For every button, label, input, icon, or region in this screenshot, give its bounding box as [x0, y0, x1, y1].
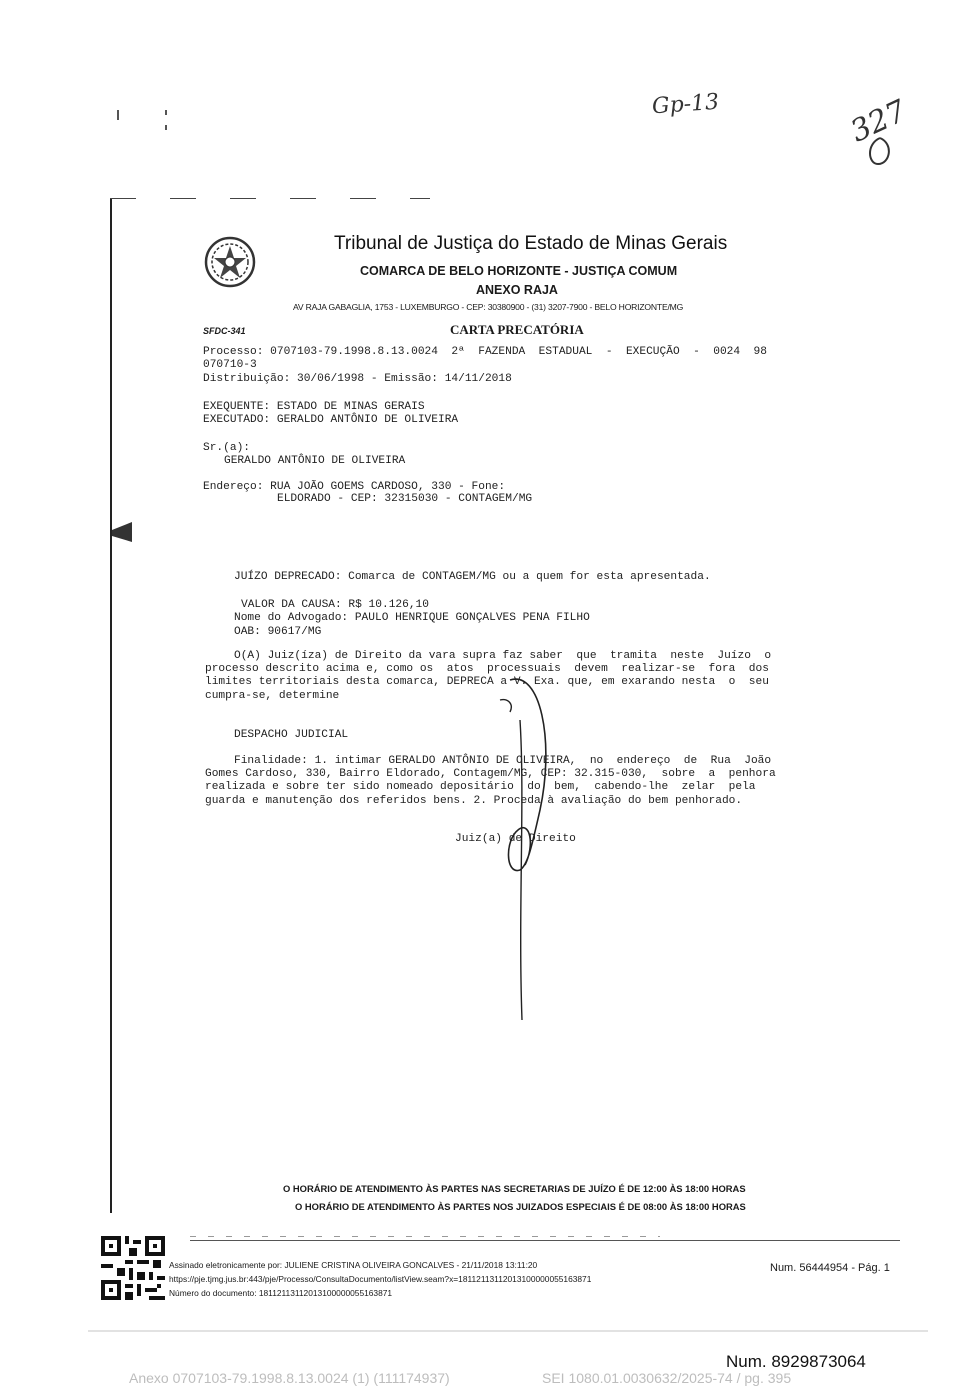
stamp-annex-reference: Anexo 0707103-79.1998.8.13.0024 (1) (111174937) — [129, 1370, 450, 1386]
lawyer-oab: OAB: 90617/MG — [234, 626, 322, 638]
recipient-address-cont: ELDORADO - CEP: 32315030 - CONTAGEM/MG — [277, 493, 533, 505]
document-title: CARTA PRECATÓRIA — [450, 322, 584, 337]
executado: EXECUTADO: GERALDO ANTÔNIO DE OLIVEIRA — [203, 414, 459, 426]
form-code: SFDC-341 — [203, 326, 246, 336]
judge-signature-line: Juiz(a) de Direito — [455, 833, 576, 845]
salutation: Sr.(a): — [203, 442, 250, 454]
handwritten-code: Gp-13 — [651, 89, 720, 120]
top-border-line — [110, 198, 430, 199]
process-number-cont: 070710-3 — [203, 359, 257, 371]
despacho-title: DESPACHO JUDICIAL — [234, 729, 349, 741]
recipient-name: GERALDO ANTÔNIO DE OLIVEIRA — [224, 455, 406, 467]
despacho-line: Finalidade: 1. intimar GERALDO ANTÔNIO DE OLIVEIRA, no endereço de Rua João — [234, 755, 772, 767]
comarca-name: COMARCA DE BELO HORIZONTE - JUSTIÇA COMUM — [360, 264, 678, 278]
num-page: Num. 56444954 - Pág. 1 — [770, 1262, 890, 1274]
case-value: VALOR DA CAUSA: R$ 10.126,10 — [241, 599, 429, 611]
margin-mark — [165, 125, 167, 130]
stamp-number: Num. 8929873064 — [726, 1352, 866, 1371]
deprecated-court: JUÍZO DEPRECADO: Comarca de CONTAGEM/MG ou a quem for esta apresentada. — [234, 571, 711, 583]
office-hours-secretarias: O HORÁRIO DE ATENDIMENTO ÀS PARTES NAS SECRETARIAS DE JUÍZO É DE 12:00 ÀS 18:00 HORAS — [283, 1183, 746, 1194]
margin-mark — [165, 110, 167, 115]
despacho-line: realizada e sobre ter sido nomeado depositário do bem, cabendo-lhe zelar pela — [205, 781, 756, 793]
page-edge — [88, 1330, 928, 1332]
margin-mark — [117, 110, 119, 120]
body-paragraph-line: limites territoriais desta comarca, DEPRECA a V. Exa. que, em exarando nesta o seu — [205, 676, 769, 688]
handwritten-scribble — [860, 130, 900, 170]
court-name: Tribunal de Justiça do Estado de Minas Gerais — [334, 233, 728, 254]
footer-divider — [190, 1240, 900, 1241]
coat-of-arms-icon — [204, 236, 256, 288]
document-url: https://pje.tjmg.jus.br:443/pje/Processo/ConsultaDocumento/listView.seam?x=18112113112013100000055163871 — [169, 1274, 592, 1284]
body-paragraph-line: processo descrito acima e, como os atos processuais devem realizar-se fora dos — [205, 663, 769, 675]
court-address: AV RAJA GABAGLIA, 1753 - LUXEMBURGO - CEP: 30380900 - (31) 3207-7900 - BELO HORIZONTE/MG — [293, 302, 684, 312]
qr-code-icon — [101, 1236, 165, 1300]
lawyer-name: Nome do Advogado: PAULO HENRIQUE GONÇALVES PENA FILHO — [234, 612, 590, 624]
distribution-date: Distribuição: 30/06/1998 - Emissão: 14/11/2018 — [203, 373, 512, 385]
handwritten-signature — [480, 660, 570, 1030]
despacho-line: Gomes Cardoso, 330, Bairro Eldorado, Contagem/MG, CEP: 32.315-030, sobre a penhora — [205, 768, 776, 780]
office-hours-juizados: O HORÁRIO DE ATENDIMENTO ÀS PARTES NOS JUIZADOS ESPECIAIS É DE 08:00 ÀS 18:00 HORAS — [295, 1201, 746, 1212]
body-paragraph-line: cumpra-se, determine — [205, 690, 340, 702]
left-border-line — [110, 198, 112, 1213]
exequente: EXEQUENTE: ESTADO DE MINAS GERAIS — [203, 401, 425, 413]
document-number: Número do documento: 18112113112013100000055163871 — [169, 1288, 393, 1298]
handwritten-page-number: 327 — [845, 93, 912, 150]
electronic-signature: Assinado eletronicamente por: JULIENE CRISTINA OLIVEIRA GONCALVES - 21/11/2018 13:11:20 — [169, 1260, 538, 1270]
despacho-line: guarda e manutenção dos referidos bens. 2. Proceda à avaliação do bem penhorado. — [205, 795, 743, 807]
stamp-sei-reference: SEI 1080.01.0030632/2025-74 / pg. 395 — [542, 1370, 792, 1386]
annex-name: ANEXO RAJA — [476, 283, 558, 297]
footer-dash-line — [190, 1236, 660, 1237]
body-paragraph-line: O(A) Juiz(íza) de Direito da vara supra faz saber que tramita neste Juízo o — [234, 650, 772, 662]
recipient-address: Endereço: RUA JOÃO GOEMS CARDOSO, 330 - Fone: — [203, 481, 506, 493]
process-number: Processo: 0707103-79.1998.8.13.0024 2ª FAZENDA ESTADUAL - EXECUÇÃO - 0024 98 — [203, 346, 767, 358]
